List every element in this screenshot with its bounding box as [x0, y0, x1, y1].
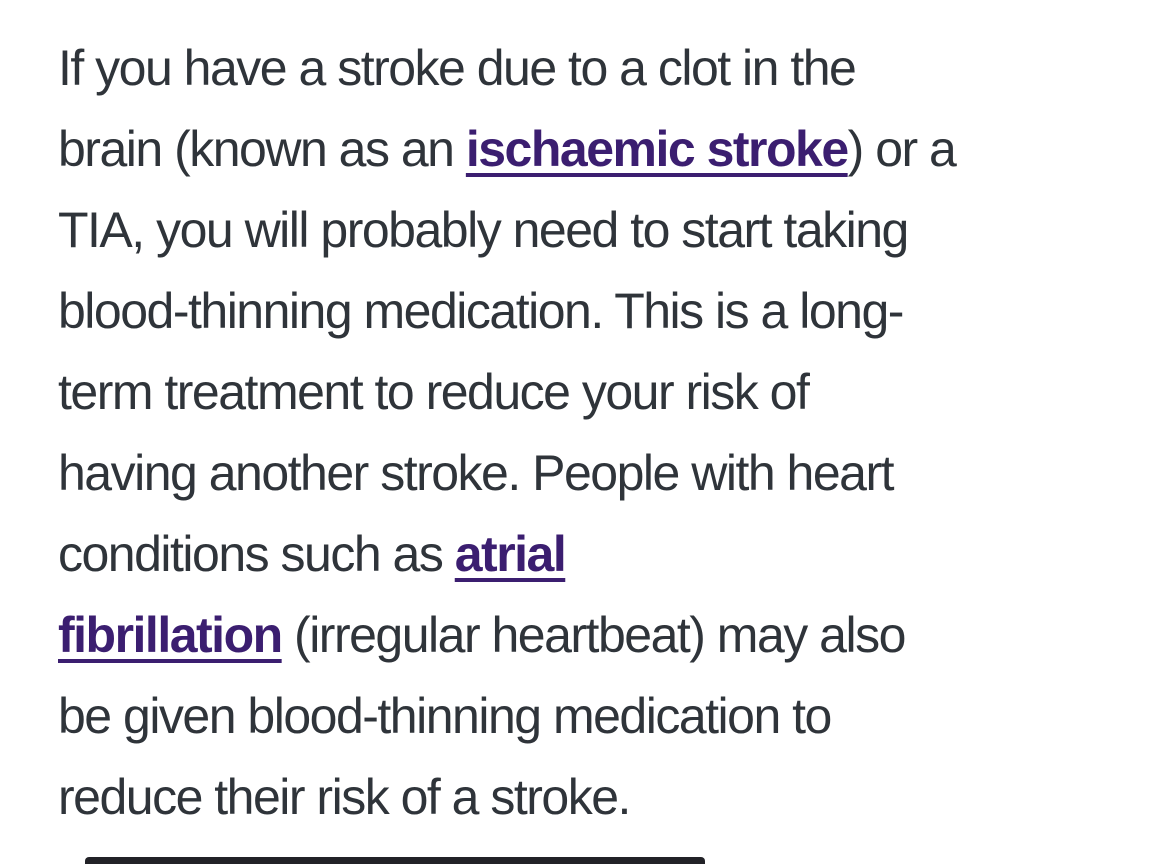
- text-run: (irregular heartbeat) may also: [281, 607, 905, 663]
- text-run: reduce their risk of a stroke.: [58, 769, 630, 825]
- ischaemic-stroke-link[interactable]: ischaemic stroke: [465, 121, 848, 177]
- text-line: [58, 514, 1138, 595]
- text-line: [58, 109, 1138, 190]
- text-line: [58, 271, 1138, 352]
- text-line: [58, 433, 1138, 514]
- text-run: ) or a: [847, 121, 956, 177]
- text-line: [58, 28, 1138, 109]
- text-run: term treatment to reduce your risk of: [58, 364, 809, 420]
- text-line: [58, 352, 1138, 433]
- paragraph: [58, 28, 1138, 838]
- text-run: having another stroke. People with heart: [58, 445, 893, 501]
- text-run: conditions such as: [58, 526, 455, 582]
- text-line: [58, 190, 1138, 271]
- atrial-fibrillation-link[interactable]: atrial: [454, 526, 566, 582]
- text-run: TIA, you will probably need to start taking: [58, 202, 908, 258]
- text-run: blood-thinning medication. This is a long-: [58, 283, 903, 339]
- text-line: [58, 595, 1138, 676]
- text-run: brain (known as an: [58, 121, 466, 177]
- atrial-fibrillation-link[interactable]: fibrillation: [58, 607, 282, 663]
- text-line: [58, 676, 1138, 757]
- text-run: be given blood-thinning medication to: [58, 688, 831, 744]
- text-line: [58, 757, 1138, 838]
- next-section-divider: [85, 857, 705, 864]
- text-run: If you have a stroke due to a clot in the: [58, 40, 856, 96]
